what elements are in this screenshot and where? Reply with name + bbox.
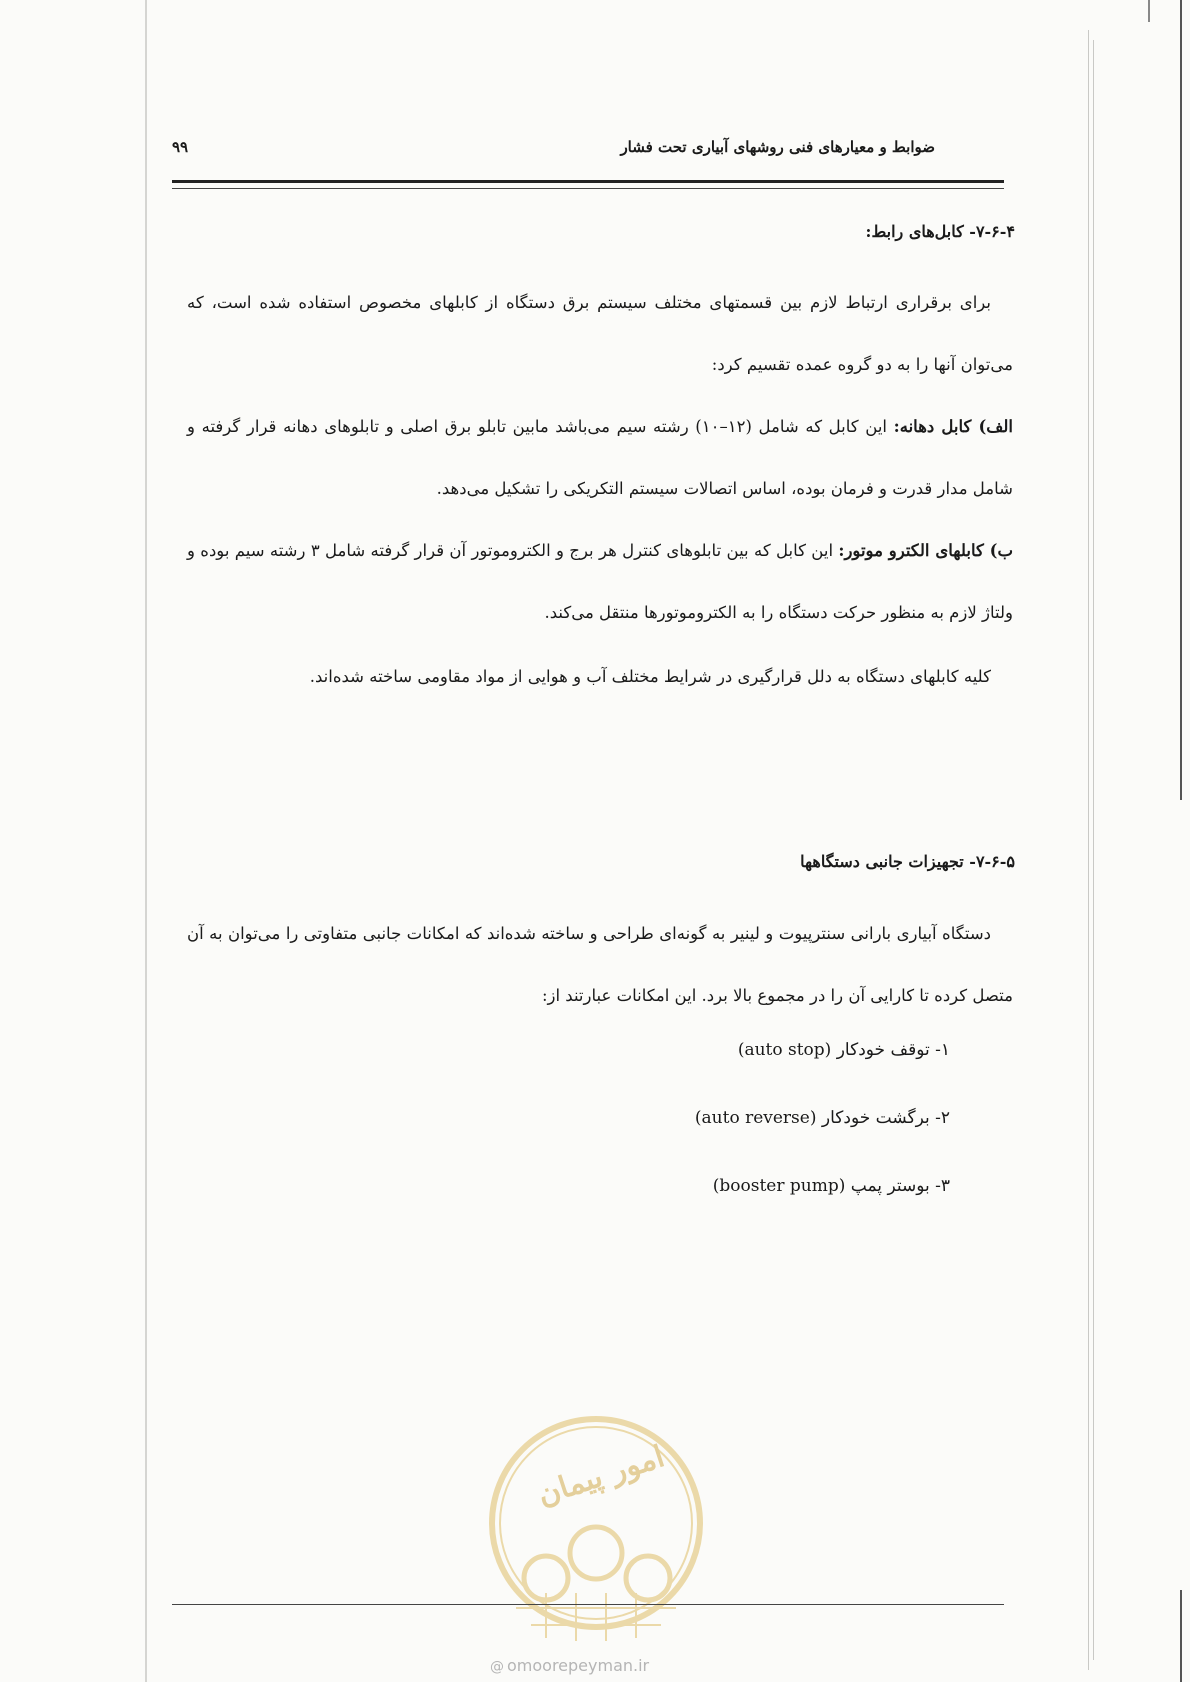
scan-edge-line: [1180, 0, 1182, 800]
section-heading-cables: ۷-۶-۴- کابل‌های رابط:: [865, 222, 1015, 241]
scan-edge-line: [1088, 30, 1089, 1670]
list-item-prefix: ۲- برگشت خودکار: [821, 1108, 950, 1128]
footer-rule: [172, 1604, 1004, 1605]
svg-text:امور پیمان: امور پیمان: [533, 1439, 669, 1513]
paragraph-item-a: [187, 396, 1013, 520]
at-icon: @: [490, 1659, 504, 1675]
paragraph-cables-intro: برای برقراری ارتباط لازم بین قسمتهای مختلف سیستم برق دستگاه از کابلهای مخصوص استفاده شده است، که می‌توان آنها را به دو گروه عمده تقسیم کرد:: [187, 293, 1013, 374]
scan-edge-line: [1180, 1590, 1182, 1682]
scan-edge-line: [1148, 0, 1150, 22]
list-item: [695, 1108, 950, 1128]
list-item: [713, 1176, 950, 1196]
item-b-label: ب) کابلهای الکترو موتور:: [838, 541, 1014, 560]
paragraph-cables-closing: کلیه کابلهای دستگاه به دلل قرارگیری در شرایط مختلف آب و هوایی از مواد مقاومی ساخته شده‌اند.: [309, 667, 991, 686]
list-item-prefix: ۳- بوستر پمپ: [850, 1176, 950, 1196]
page-number: ۹۹: [172, 138, 189, 156]
watermark-seal-logo: [486, 1413, 706, 1643]
list-item-latin: (auto stop): [737, 1040, 832, 1060]
item-a-text: این کابل که شامل (۱۲–۱۰) رشته سیم می‌باشد مابین تابلو برق اصلی و تابلوهای دهانه قرار گرفته و شامل مدار قدرت و فرمان بوده، اساس اتصالات سیستم التکریکی را تشکیل می‌دهد.: [187, 417, 1013, 498]
header-rule: [172, 180, 1004, 183]
list-item: [738, 1040, 950, 1060]
paragraph-item-b: [187, 520, 1013, 644]
item-a-label: الف) کابل دهانه:: [893, 417, 1013, 436]
list-item-prefix: ۱- توقف خودکار: [836, 1040, 950, 1060]
watermark-url: [490, 1656, 649, 1675]
scan-edge-line: [1093, 40, 1094, 1660]
paragraph-accessories-intro: دستگاه آبیاری بارانی سنترپیوت و لینیر به گونه‌ای طراحی و ساخته شده‌اند که امکانات جانبی متفاوتی را می‌توان به آن متصل کرده تا کارایی آن را در مجموع بالا برد. این امکانات عبارتند از:: [187, 924, 1013, 1005]
list-item-latin: (booster pump): [712, 1176, 846, 1196]
section-heading-accessories: ۷-۶-۵- تجهیزات جانبی دستگاهها: [800, 852, 1015, 871]
item-b-text: این کابل که بین تابلوهای کنترل هر برج و الکتروموتور آن قرار گرفته شامل ۳ رشته سیم بوده و ولتاژ لازم به منظور حرکت دستگاه را به الکتروموتورها منتقل می‌کند.: [187, 541, 1013, 622]
running-title: ضوابط و معیارهای فنی روشهای آبیاری تحت فشار: [620, 138, 935, 156]
watermark-url-text: omoorepeyman.ir: [507, 1656, 650, 1675]
header-rule-thin: [172, 188, 1004, 189]
list-item-latin: (auto reverse): [694, 1108, 817, 1128]
scan-edge-line: [145, 0, 147, 1682]
